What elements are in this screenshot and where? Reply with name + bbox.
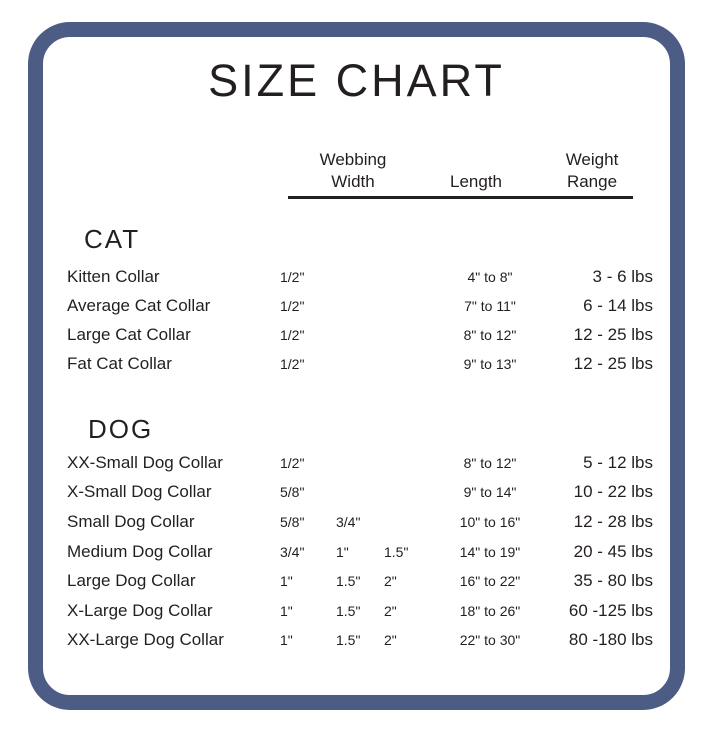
weight-range: 12 - 25 lbs: [573, 354, 653, 374]
table-row-cat: [0, 291, 720, 320]
row-label: XX-Large Dog Collar: [67, 630, 224, 650]
length-range: 22" to 30": [459, 632, 521, 649]
webbing-width-3: 1.5": [384, 543, 409, 560]
table-row-dog: [0, 566, 720, 596]
table-row-cat: [0, 262, 720, 291]
cat-rows-table: [0, 262, 720, 379]
weight-range: 80 -180 lbs: [568, 630, 653, 650]
weight-range: 12 - 25 lbs: [573, 324, 653, 344]
weight-range: 10 - 22 lbs: [573, 482, 653, 502]
weight-range: 60 -125 lbs: [568, 600, 653, 620]
table-row-dog: [0, 478, 720, 508]
webbing-width-3: 2": [384, 573, 397, 590]
webbing-width-2: 1.5": [336, 602, 361, 619]
webbing-width-1: 1": [280, 573, 293, 590]
weight-range: 35 - 80 lbs: [573, 571, 653, 591]
length-range: 9" to 14": [463, 484, 517, 501]
column-header-weight-line2: Range: [566, 172, 618, 191]
length-range: 14" to 19": [459, 543, 521, 560]
table-row-cat: [0, 350, 720, 379]
row-label: X-Large Dog Collar: [67, 600, 213, 620]
webbing-width-2: 1": [336, 543, 349, 560]
webbing-width-1: 1/2": [280, 454, 305, 471]
webbing-width-1: 1/2": [280, 297, 305, 314]
column-header-length: Length: [450, 172, 502, 191]
row-label: Medium Dog Collar: [67, 541, 213, 561]
webbing-width-1: 5/8": [280, 513, 305, 530]
weight-range: 6 - 14 lbs: [583, 295, 653, 315]
column-header-weight-range: [530, 149, 654, 193]
row-label: XX-Small Dog Collar: [67, 452, 223, 472]
webbing-width-2: 1.5": [336, 632, 361, 649]
length-range: 4" to 8": [467, 268, 513, 285]
row-label: Average Cat Collar: [67, 295, 211, 315]
webbing-width-1: 5/8": [280, 484, 305, 501]
table-row-dog: [0, 626, 720, 656]
table-row-dog: [0, 596, 720, 626]
webbing-width-1: 3/4": [280, 543, 305, 560]
length-range: 9" to 13": [463, 356, 517, 373]
webbing-width-1: 1": [280, 632, 293, 649]
table-row-dog: [0, 448, 720, 478]
column-header-weight-line1: Weight: [565, 150, 619, 169]
length-range: 18" to 26": [459, 602, 521, 619]
webbing-width-1: 1/2": [280, 268, 305, 285]
dog-rows-table: [0, 448, 720, 655]
section-header-cat: CAT: [84, 224, 141, 254]
webbing-width-2: 3/4": [336, 513, 361, 530]
table-row-cat: [0, 320, 720, 349]
page-title: SIZE CHART: [208, 55, 505, 106]
row-label: Small Dog Collar: [67, 511, 195, 531]
length-range: 8" to 12": [463, 454, 517, 471]
column-header-webbing-width: [288, 149, 418, 193]
row-label: Kitten Collar: [67, 266, 160, 286]
length-range: 10" to 16": [459, 513, 521, 530]
table-row-dog: [0, 507, 720, 537]
row-label: X-Small Dog Collar: [67, 482, 212, 502]
table-row-dog: [0, 537, 720, 567]
webbing-width-1: 1/2": [280, 356, 305, 373]
webbing-width-3: 2": [384, 602, 397, 619]
column-header-webbing-line2: Width: [331, 172, 375, 191]
row-label: Large Dog Collar: [67, 571, 196, 591]
webbing-width-2: 1.5": [336, 573, 361, 590]
weight-range: 20 - 45 lbs: [573, 541, 653, 561]
webbing-width-1: 1": [280, 602, 293, 619]
column-header-webbing-line1: Webbing: [319, 150, 387, 169]
header-rule-line: [288, 196, 633, 199]
length-range: 16" to 22": [459, 573, 521, 590]
weight-range: 3 - 6 lbs: [592, 266, 653, 286]
weight-range: 12 - 28 lbs: [573, 511, 653, 531]
section-header-dog: DOG: [88, 414, 154, 444]
row-label: Large Cat Collar: [67, 324, 191, 344]
length-range: 7" to 11": [464, 297, 516, 314]
row-label: Fat Cat Collar: [67, 354, 172, 374]
webbing-width-1: 1/2": [280, 326, 305, 343]
length-range: 8" to 12": [463, 326, 517, 343]
webbing-width-3: 2": [384, 632, 397, 649]
weight-range: 5 - 12 lbs: [583, 452, 653, 472]
